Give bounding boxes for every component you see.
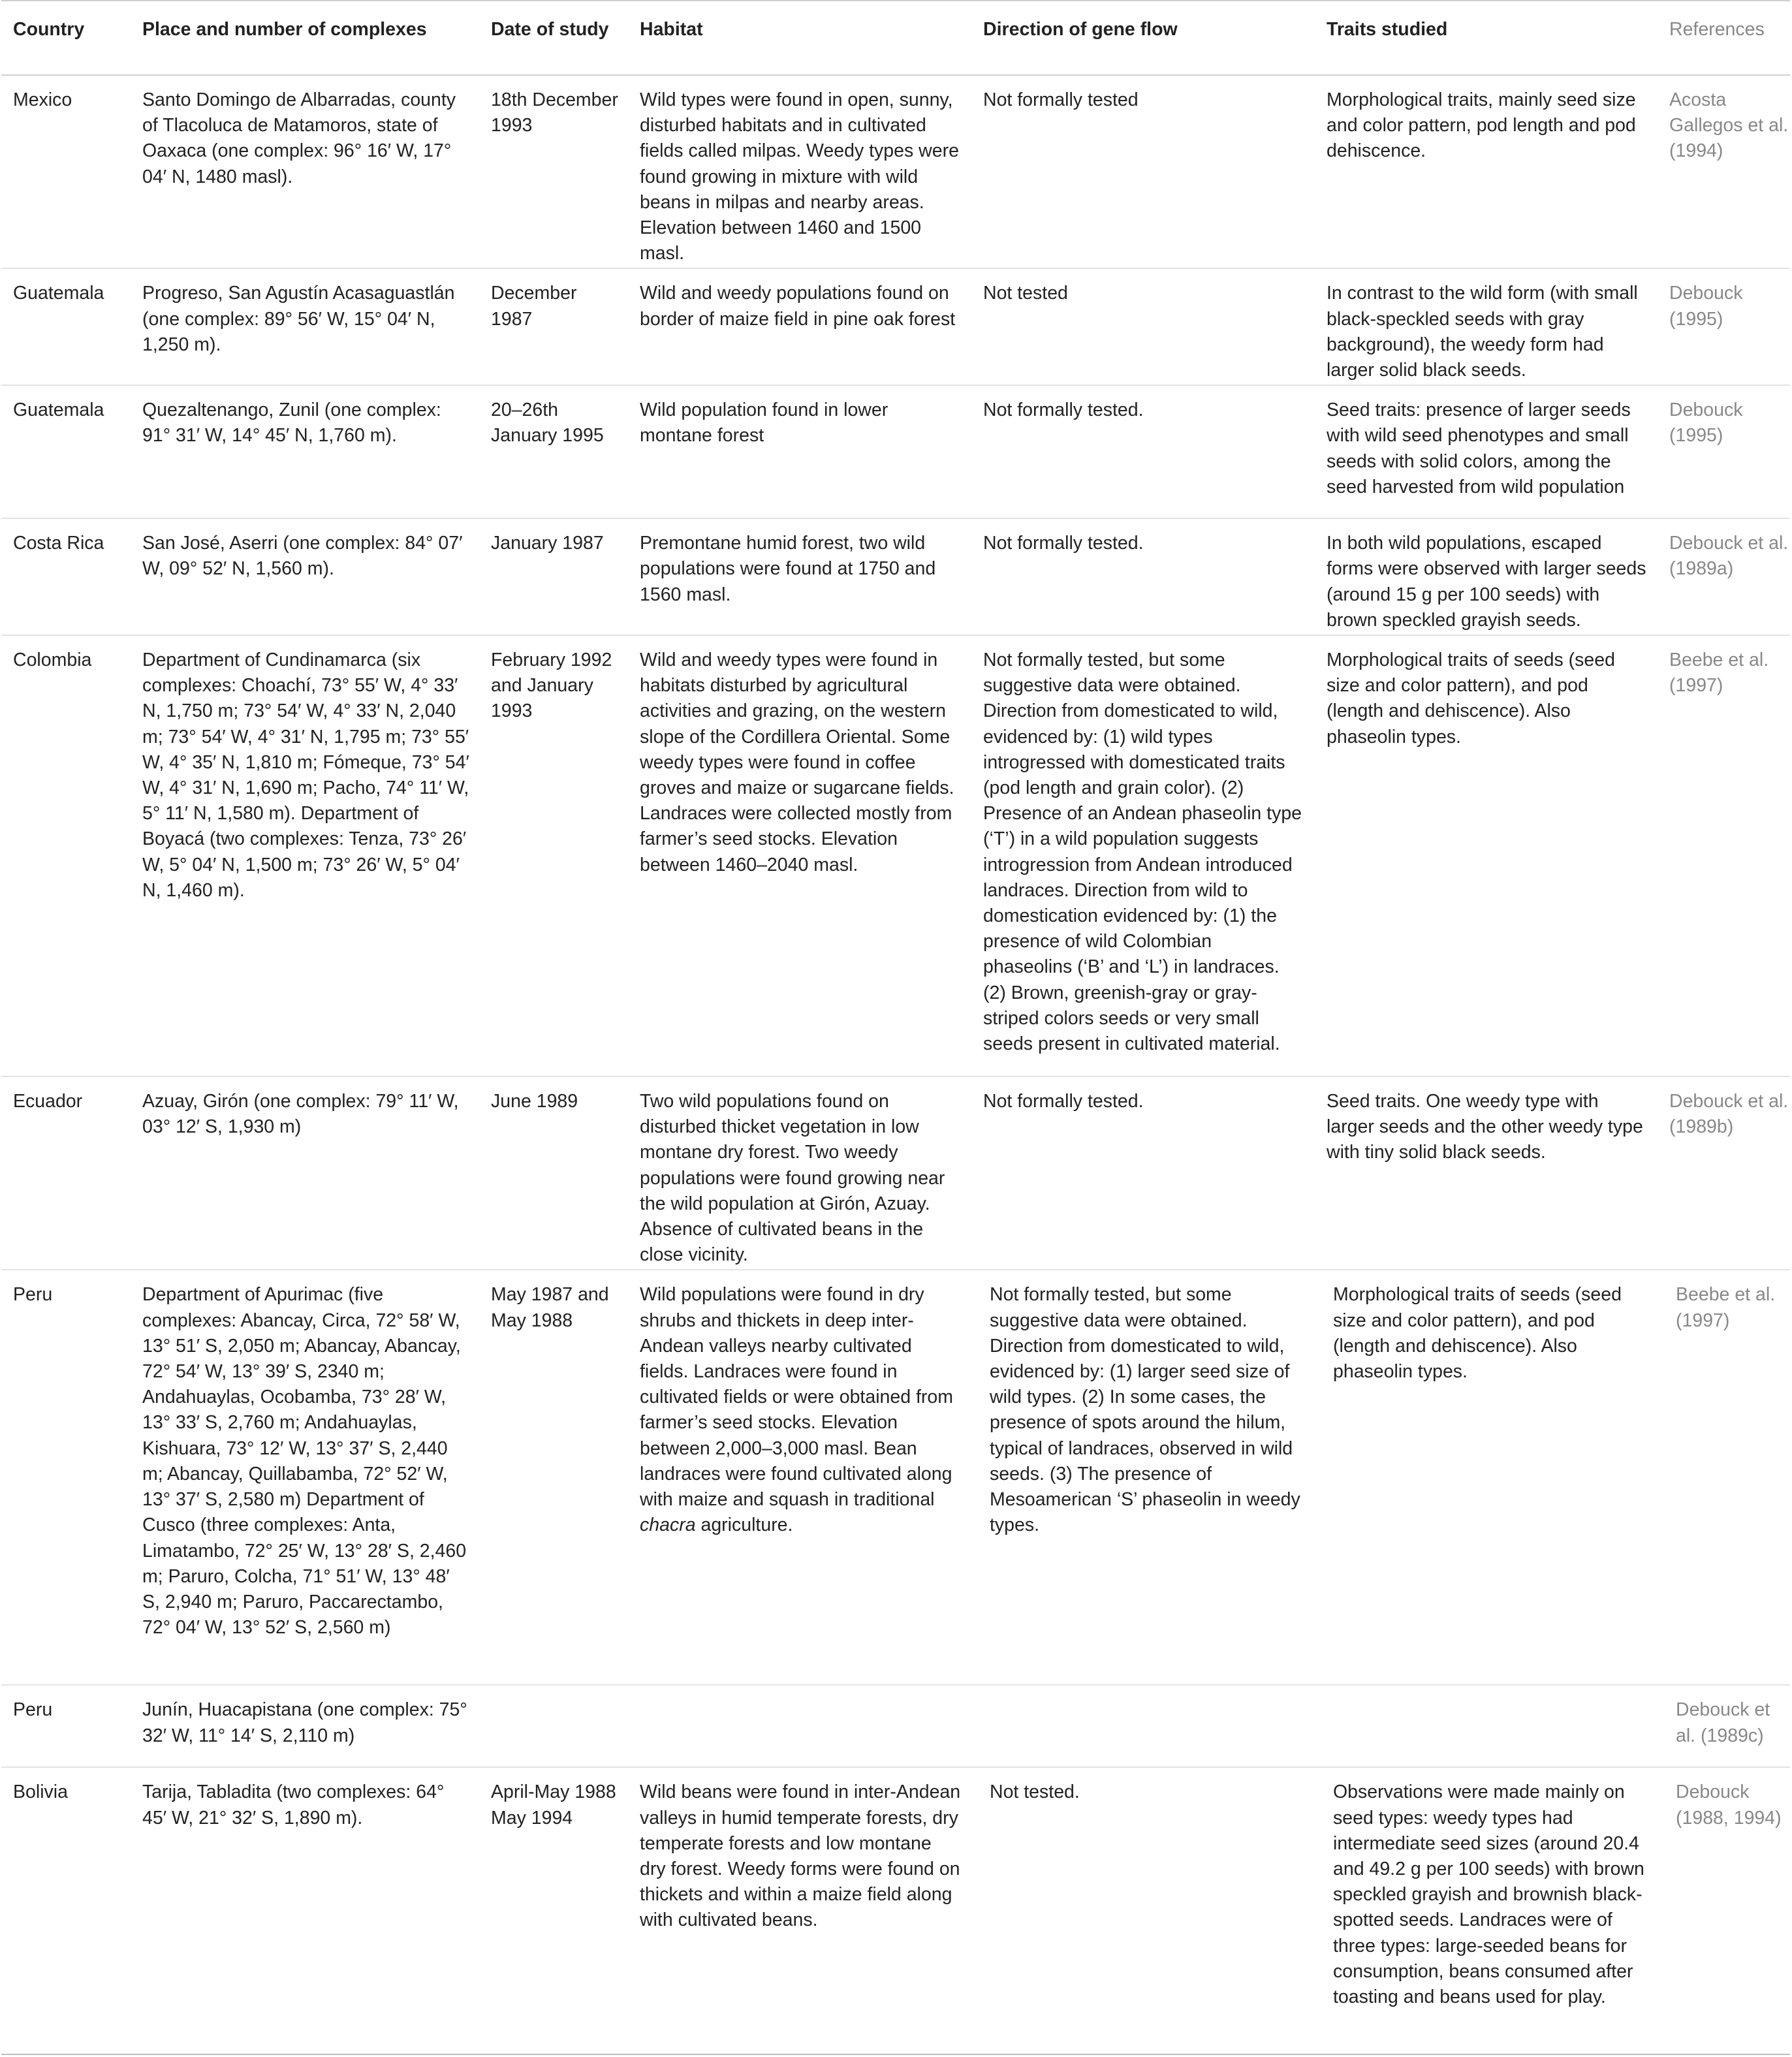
cell-gene-flow xyxy=(983,518,1327,635)
cell-habitat xyxy=(640,1767,983,2054)
cell-date xyxy=(491,1767,640,2054)
cell-gene-flow-text: Not tested. xyxy=(990,1782,1080,1803)
table-row xyxy=(1,1685,1790,1767)
cell-habitat-text: Wild and weedy populations found on border of maize field in pine oak forest xyxy=(640,283,956,330)
cell-traits xyxy=(1327,268,1669,385)
cell-country: Guatemala xyxy=(13,400,104,421)
cell-place-text: Tarija, Tabladita (two complexes: 64° 45′ W, 21° 32′ S, 1,890 m). xyxy=(142,1782,445,1829)
table-row xyxy=(1,635,1790,1076)
cell-place-text: Santo Domingo de Albarradas, county of Tlacoluca de Matamoros, state of Oaxaca (one complex: 96° 16′ W, 17° 04′ N, 1480 masl). xyxy=(142,89,456,187)
table-row xyxy=(1,385,1790,518)
cell-gene-flow xyxy=(983,1767,1327,2054)
header-row xyxy=(1,1,1790,75)
cell-date-text: February 1992 and January 1993 xyxy=(491,650,612,722)
cell-gene-flow-text: Not formally tested, but some suggestive data were obtained. Direction from domesticated to wild, evidenced by: (1) larger seed size of wild types. (2) In some cases, the presence of spots around the hilum, typical of landraces, observed in wild seeds. (3) The presence of Mesoamerican ‘S’ phaseolin in weedy types. xyxy=(990,1284,1300,1536)
cell-date-text: May 1987 and May 1988 xyxy=(491,1284,609,1331)
cell-traits xyxy=(1327,1685,1669,1767)
habitat-text-italic: chacra xyxy=(640,1515,696,1536)
cell-traits xyxy=(1327,75,1669,268)
cell-gene-flow-text: Not formally tested xyxy=(983,89,1139,110)
cell-traits-text: Seed traits. One weedy type with larger seeds and the other weedy type with tiny solid black seeds. xyxy=(1327,1091,1643,1163)
cell-traits-text: Morphological traits of seeds (seed size and color pattern), and pod (length and dehiscence). Also phaseolin types. xyxy=(1327,650,1615,747)
cell-country: Bolivia xyxy=(13,1782,68,1803)
cell-traits xyxy=(1327,1270,1669,1685)
cell-date-text: January 1987 xyxy=(491,533,604,554)
cell-references: Beebe et al. (1997) xyxy=(1669,650,1769,697)
table-row xyxy=(1,1076,1790,1270)
cell-habitat-text: Wild types were found in open, sunny, disturbed habitats and in cultivated fields called milpas. Weedy types were found growing in mixture with wild beans in milpas and nearby areas. Elevation between 1460 and 1500 masl. xyxy=(640,89,959,264)
table-row xyxy=(1,1270,1790,1685)
cell-place-text: Department of Cundinamarca (six complexes: Choachí, 73° 55′ W, 4° 33′ N, 1,750 m; 73° 54′ W, 4° 33′ N, 2,040 m; 73° 54′ W, 4° 31′ N, 1,795 m; 73° 55′ W, 4° 35′ N, 1,810 m; Fómeque, 73° 54′ W, 4° 31′ N, 1,690 m; Pacho, 74° 11′ W, 5° 11′ N, 1,580 m). Department of Boyacá (two complexes: Tenza, 73° 26′ W, 5° 04′ N, 1,500 m; 73° 26′ W, 5° 04′ N, 1,460 m). xyxy=(142,650,469,901)
cell-traits-text: Morphological traits, mainly seed size and color pattern, pod length and pod dehiscence. xyxy=(1327,89,1636,162)
cell-place xyxy=(142,1685,491,1767)
cell-habitat-text: Two wild populations found on disturbed thicket vegetation in low montane dry forest. Two weedy populations were found growing near the wild population at Girón, Azuay. Absence of cultivated beans in the close vicinity. xyxy=(640,1091,945,1266)
cell-habitat-text: Premontane humid forest, two wild populations were found at 1750 and 1560 masl. xyxy=(640,533,936,605)
cell-country: Ecuador xyxy=(13,1091,83,1112)
cell-date xyxy=(491,75,640,268)
cell-references xyxy=(1669,1685,1790,1767)
cell-traits xyxy=(1327,635,1669,1076)
cell-country: Colombia xyxy=(13,650,92,671)
habitat-text-pre: Wild populations were found in dry shrubs and thickets in deep inter-Andean valleys nearby cultivated fields. Landraces were found in cultivated fields or were obtained from farmer’s seed stocks. Elevation between 2,000–3,000 masl. Bean landraces were found cultivated along with maize and squash in traditional xyxy=(640,1284,953,1511)
cell-habitat xyxy=(640,385,983,518)
cell-references: Debouck et al. (1989b) xyxy=(1669,1091,1789,1138)
cell-references xyxy=(1669,1767,1790,2054)
cell-date xyxy=(491,268,640,385)
cell-place-text: Azuay, Girón (one complex: 79° 11′ W, 03° 12′ S, 1,930 m) xyxy=(142,1091,459,1138)
cell-country: Peru xyxy=(13,1284,53,1306)
cell-gene-flow xyxy=(983,268,1327,385)
cell-gene-flow-text: Not formally tested. xyxy=(983,533,1144,554)
cell-date xyxy=(491,1685,640,1767)
cell-habitat xyxy=(640,635,983,1076)
cell-place-text: Department of Apurimac (five complexes: Abancay, Circa, 72° 58′ W, 13° 51′ S, 2,050 m; Abancay, Abancay, 72° 54′ W, 13° 39′ S, 2340 m; Andahuaylas, Ocobamba, 73° 28′ W, 13° 33′ S, 2,760 m; Andahuaylas, Kishuara, 73° 12′ W, 13° 37′ S, 2,440 m; Abancay, Quillabamba, 72° 52′ W, 13° 37′ S, 2,580 m) Department of Cusco (three complexes: Anta, Limatambo, 72° 25′ W, 13° 28′ S, 2,460 m; Paruro, Colcha, 71° 51′ W, 13° 48′ S, 2,940 m; Paruro, Paccarectambo, 72° 04′ W, 13° 52′ S, 2,560 m) xyxy=(142,1284,467,1639)
cell-references: Debouck (1995) xyxy=(1669,283,1743,330)
cell-gene-flow-text: Not tested xyxy=(983,283,1068,304)
header-gene-flow: Direction of gene flow xyxy=(983,1,1327,75)
cell-gene-flow xyxy=(983,1076,1327,1270)
header-references: References xyxy=(1669,1,1790,75)
cell-place xyxy=(142,635,491,1076)
cell-traits xyxy=(1327,385,1669,518)
cell-traits-text: In both wild populations, escaped forms were observed with larger seeds (around 15 g per 100 seeds) with brown speckled grayish seeds. xyxy=(1327,533,1646,631)
cell-traits xyxy=(1327,518,1669,635)
cell-place xyxy=(142,1076,491,1270)
cell-traits xyxy=(1327,1076,1669,1270)
cell-habitat-text: Wild and weedy types were found in habitats disturbed by agricultural activities and grazing, on the western slope of the Cordillera Oriental. Some weedy types were found in coffee groves and maize or sugarcane fields. Landraces were collected mostly from farmer’s seed stocks. Elevation between 1460–2040 masl. xyxy=(640,650,954,875)
cell-habitat xyxy=(640,518,983,635)
cell-gene-flow-text: Not formally tested. xyxy=(983,400,1144,421)
cell-habitat xyxy=(640,1076,983,1270)
cell-place-text: Progreso, San Agustín Acasaguastlán (one complex: 89° 56′ W, 15° 04′ N, 1,250 m). xyxy=(142,283,455,355)
cell-references: Debouck (1995) xyxy=(1669,400,1743,447)
cell-habitat xyxy=(640,75,983,268)
cell-references-text: Beebe et al. (1997) xyxy=(1676,1284,1776,1331)
cell-habitat-text: Wild population found in lower montane forest xyxy=(640,400,888,447)
cell-place xyxy=(142,75,491,268)
cell-date xyxy=(491,1076,640,1270)
cell-references: Acosta Gallegos et al. (1994) xyxy=(1669,89,1789,162)
cell-date xyxy=(491,1270,640,1685)
cell-habitat-text xyxy=(640,1282,983,1538)
header-country: Country xyxy=(1,1,142,75)
cell-references xyxy=(1669,1270,1790,1685)
cell-place xyxy=(142,385,491,518)
cell-gene-flow-text: Not formally tested. xyxy=(983,1091,1144,1112)
header-place xyxy=(142,1,491,75)
header-habitat: Habitat xyxy=(640,1,983,75)
cell-date-text: December 1987 xyxy=(491,283,577,330)
header-date xyxy=(491,1,640,75)
cell-references-text: Debouck et al. (1989c) xyxy=(1676,1699,1770,1746)
cell-place xyxy=(142,518,491,635)
cell-place-text: San José, Aserri (one complex: 84° 07′ W, 09° 52′ N, 1,560 m). xyxy=(142,533,463,580)
cell-gene-flow-text: Not formally tested, but some suggestive data were obtained. Direction from domesticated to wild, evidenced by: (1) wild types introgressed with domesticated traits (pod length and grain color). (2) Presence of an Andean phaseolin type (‘T’) in a wild population suggests introgression from Andean introduced landraces. Direction from wild to domestication evidenced by: (1) the presence of wild Colombian phaseolins (‘B’ and ‘L’) in landraces. (2) Brown, greenish-gray or gray-striped colors seeds or very small seeds present in cultivated material. xyxy=(983,650,1302,1055)
cell-traits xyxy=(1327,1767,1669,2054)
table-row xyxy=(1,1767,1790,2054)
cell-gene-flow xyxy=(983,635,1327,1076)
cell-habitat-text: Wild beans were found in inter-Andean valleys in humid temperate forests, dry temperate forests and low montane dry forest. Weedy forms were found on thickets and within a maize field along with cultivated beans. xyxy=(640,1782,961,1931)
cell-habitat xyxy=(640,1685,983,1767)
cell-country: Costa Rica xyxy=(13,533,104,554)
cell-date xyxy=(491,635,640,1076)
cell-country: Peru xyxy=(13,1699,53,1721)
header-traits: Traits studied xyxy=(1327,1,1669,75)
cell-gene-flow xyxy=(983,1685,1327,1767)
header-date-text: Date of study xyxy=(491,19,609,40)
cell-place-text: Quezaltenango, Zunil (one complex: 91° 31′ W, 14° 45′ N, 1,760 m). xyxy=(142,400,441,447)
cell-place-text: Junín, Huacapistana (one complex: 75° 32′ W, 11° 14′ S, 2,110 m) xyxy=(142,1699,467,1746)
cell-date-text: 20–26th January 1995 xyxy=(491,400,604,447)
cell-place xyxy=(142,1767,491,2054)
table-row xyxy=(1,75,1790,268)
cell-habitat xyxy=(640,1270,983,1685)
cell-country: Mexico xyxy=(13,89,72,110)
cell-habitat xyxy=(640,268,983,385)
data-table xyxy=(1,0,1790,2055)
cell-traits-text: Seed traits: presence of larger seeds with wild seed phenotypes and small seeds with solid colors, among the seed harvested from wild population xyxy=(1327,400,1631,497)
cell-gene-flow xyxy=(983,385,1327,518)
cell-date-text: 18th December 1993 xyxy=(491,89,618,136)
cell-date-text: April-May 1988 May 1994 xyxy=(491,1782,616,1829)
habitat-text-post: agriculture. xyxy=(695,1515,793,1536)
cell-traits-text: Morphological traits of seeds (seed size and color pattern), and pod (length and dehiscence). Also phaseolin types. xyxy=(1333,1284,1622,1383)
cell-date xyxy=(491,518,640,635)
header-place-text: Place and number of complexes xyxy=(142,19,427,40)
cell-gene-flow xyxy=(983,75,1327,268)
cell-references: Debouck et al. (1989a) xyxy=(1669,533,1789,580)
cell-traits-text: Observations were made mainly on seed types: weedy types had intermediate seed sizes (around 20.4 and 49.2 g per 100 seeds) with brown speckled grayish and brownish black-spotted seeds. Landraces were of three types: large-seeded beans for consumption, beans consumed after toasting and beans used for play. xyxy=(1333,1782,1644,2008)
table-row xyxy=(1,518,1790,635)
cell-country: Guatemala xyxy=(13,283,104,304)
table-row xyxy=(1,268,1790,385)
cell-date-text: June 1989 xyxy=(491,1091,578,1112)
cell-gene-flow xyxy=(983,1270,1327,1685)
cell-traits-text: In contrast to the wild form (with small black-speckled seeds with gray background), the weedy form had larger solid black seeds. xyxy=(1327,283,1638,381)
cell-place xyxy=(142,268,491,385)
cell-place xyxy=(142,1270,491,1685)
cell-references-text: Debouck (1988, 1994) xyxy=(1676,1782,1782,1829)
cell-date xyxy=(491,385,640,518)
